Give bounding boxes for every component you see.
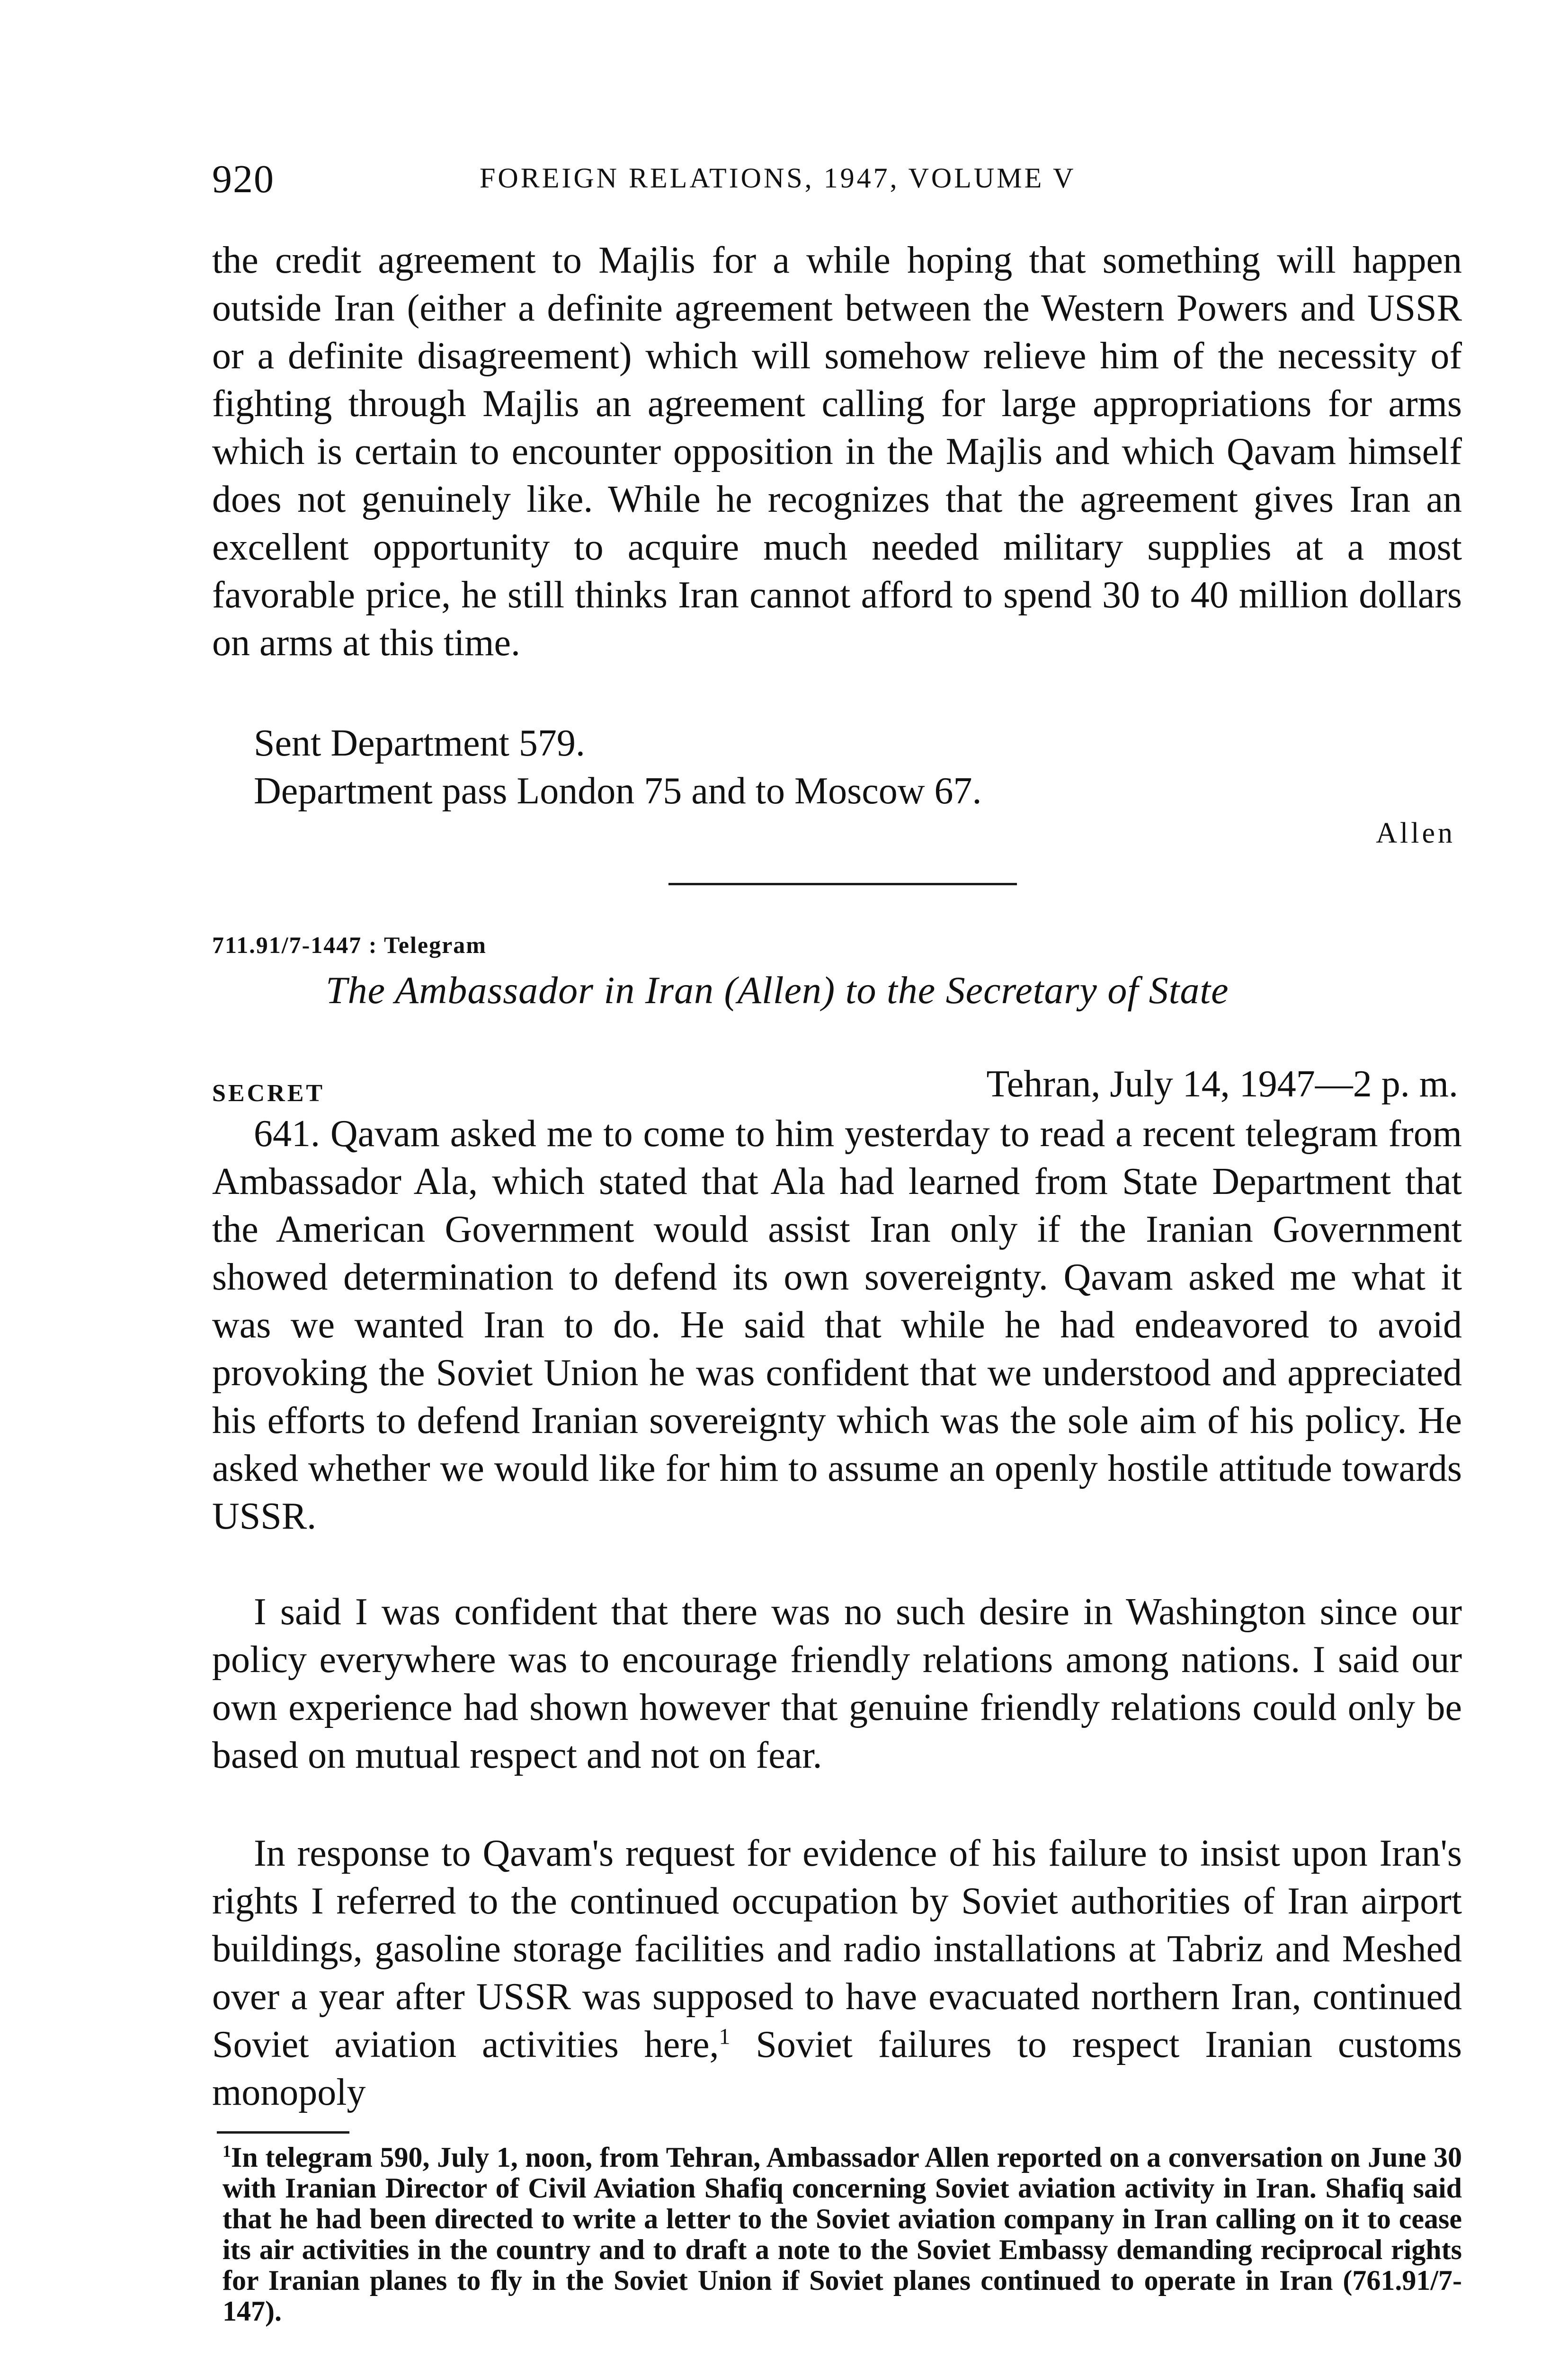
file-reference: 711.91/7-1447 : Telegram [212, 932, 487, 958]
footnote [223, 2142, 1462, 2327]
footnote-divider [217, 2131, 349, 2134]
footnote-reference: 1 [719, 2024, 731, 2049]
paragraph-text: Soviet failures to respect Iranian customs monopoly [212, 2024, 1462, 2113]
sent-department-line: Sent Department 579. [254, 722, 585, 764]
place-date-line: Tehran, July 14, 1947—2 p. m. [986, 1063, 1458, 1105]
page-number: 920 [212, 157, 275, 201]
running-head: FOREIGN RELATIONS, 1947, VOLUME V [480, 162, 1076, 194]
signature: Allen [1376, 817, 1455, 849]
page-header [212, 156, 1462, 204]
paragraph-text: In response to Qavam's request for evidence of his failure to insist upon Iran's rights I referred to the continued occupation by Soviet authorities of Iran airport buildings, gasoline storage facilities and radio installations at Tabriz and Meshed over a year after USSR was supposed to have evacuated northern Iran, continued Soviet aviation activities here, [212, 1833, 1462, 2065]
footnote-marker: 1 [223, 2142, 231, 2161]
department-pass-line: Department pass London 75 and to Moscow 67. [254, 770, 982, 812]
telegram-paragraph: I said I was confident that there was no such desire in Washington since our policy everywhere was to encourage friendly relations among nations. I said our own experience had shown however that genuine friendly relations could only be based on mutual respect and not on fear. [212, 1591, 1462, 1776]
section-divider [668, 883, 1017, 885]
document-title: The Ambassador in Iran (Allen) to the Secretary of State [326, 969, 1229, 1012]
telegram-paragraph: 641. Qavam asked me to come to him yesterday to read a recent telegram from Ambassador Ala, which stated that Ala had learned from State Department that the American Government would assist Iran only if the Iranian Government showed determination to defend its own sovereignty. Qavam asked me what it was we wanted Iran to do. He said that while he had endeavored to avoid provoking the Soviet Union he was confident that we understood and appreciated his efforts to defend Iranian sovereignty which was the sole aim of his policy. He asked whether we would like for him to assume an openly hostile attitude towards USSR. [212, 1113, 1462, 1537]
classification-label: SECRET [212, 1080, 325, 1107]
continuation-paragraph: the credit agreement to Majlis for a while hoping that something will happen outside Iran (either a definite agreement between the Western Powers and USSR or a definite disagreement) which will somehow relieve him of the necessity of fighting through Majlis an agreement calling for large appropriations for arms which is certain to encounter opposition in the Majlis and which Qavam himself does not genuinely like. While he recognizes that the agreement gives Iran an excellent opportunity to acquire much needed military supplies at a most favorable price, he still thinks Iran cannot afford to spend 30 to 40 million dollars on arms at this time. [212, 240, 1462, 664]
telegram-paragraph [212, 1830, 1462, 2117]
footnote-text: In telegram 590, July 1, noon, from Tehran, Ambassador Allen reported on a conversation on June 30 with Iranian Director of Civil Aviation Shafiq concerning Soviet aviation activity in Iran. Shafiq said that he had been directed to write a letter to the Soviet aviation company in Iran calling on it to cease its air activities in the country and to draft a note to the Soviet Embassy demanding reciprocal rights for Iranian planes to fly in the Soviet Union if Soviet planes continued to operate in Iran (761.91/7-147). [223, 2142, 1462, 2327]
